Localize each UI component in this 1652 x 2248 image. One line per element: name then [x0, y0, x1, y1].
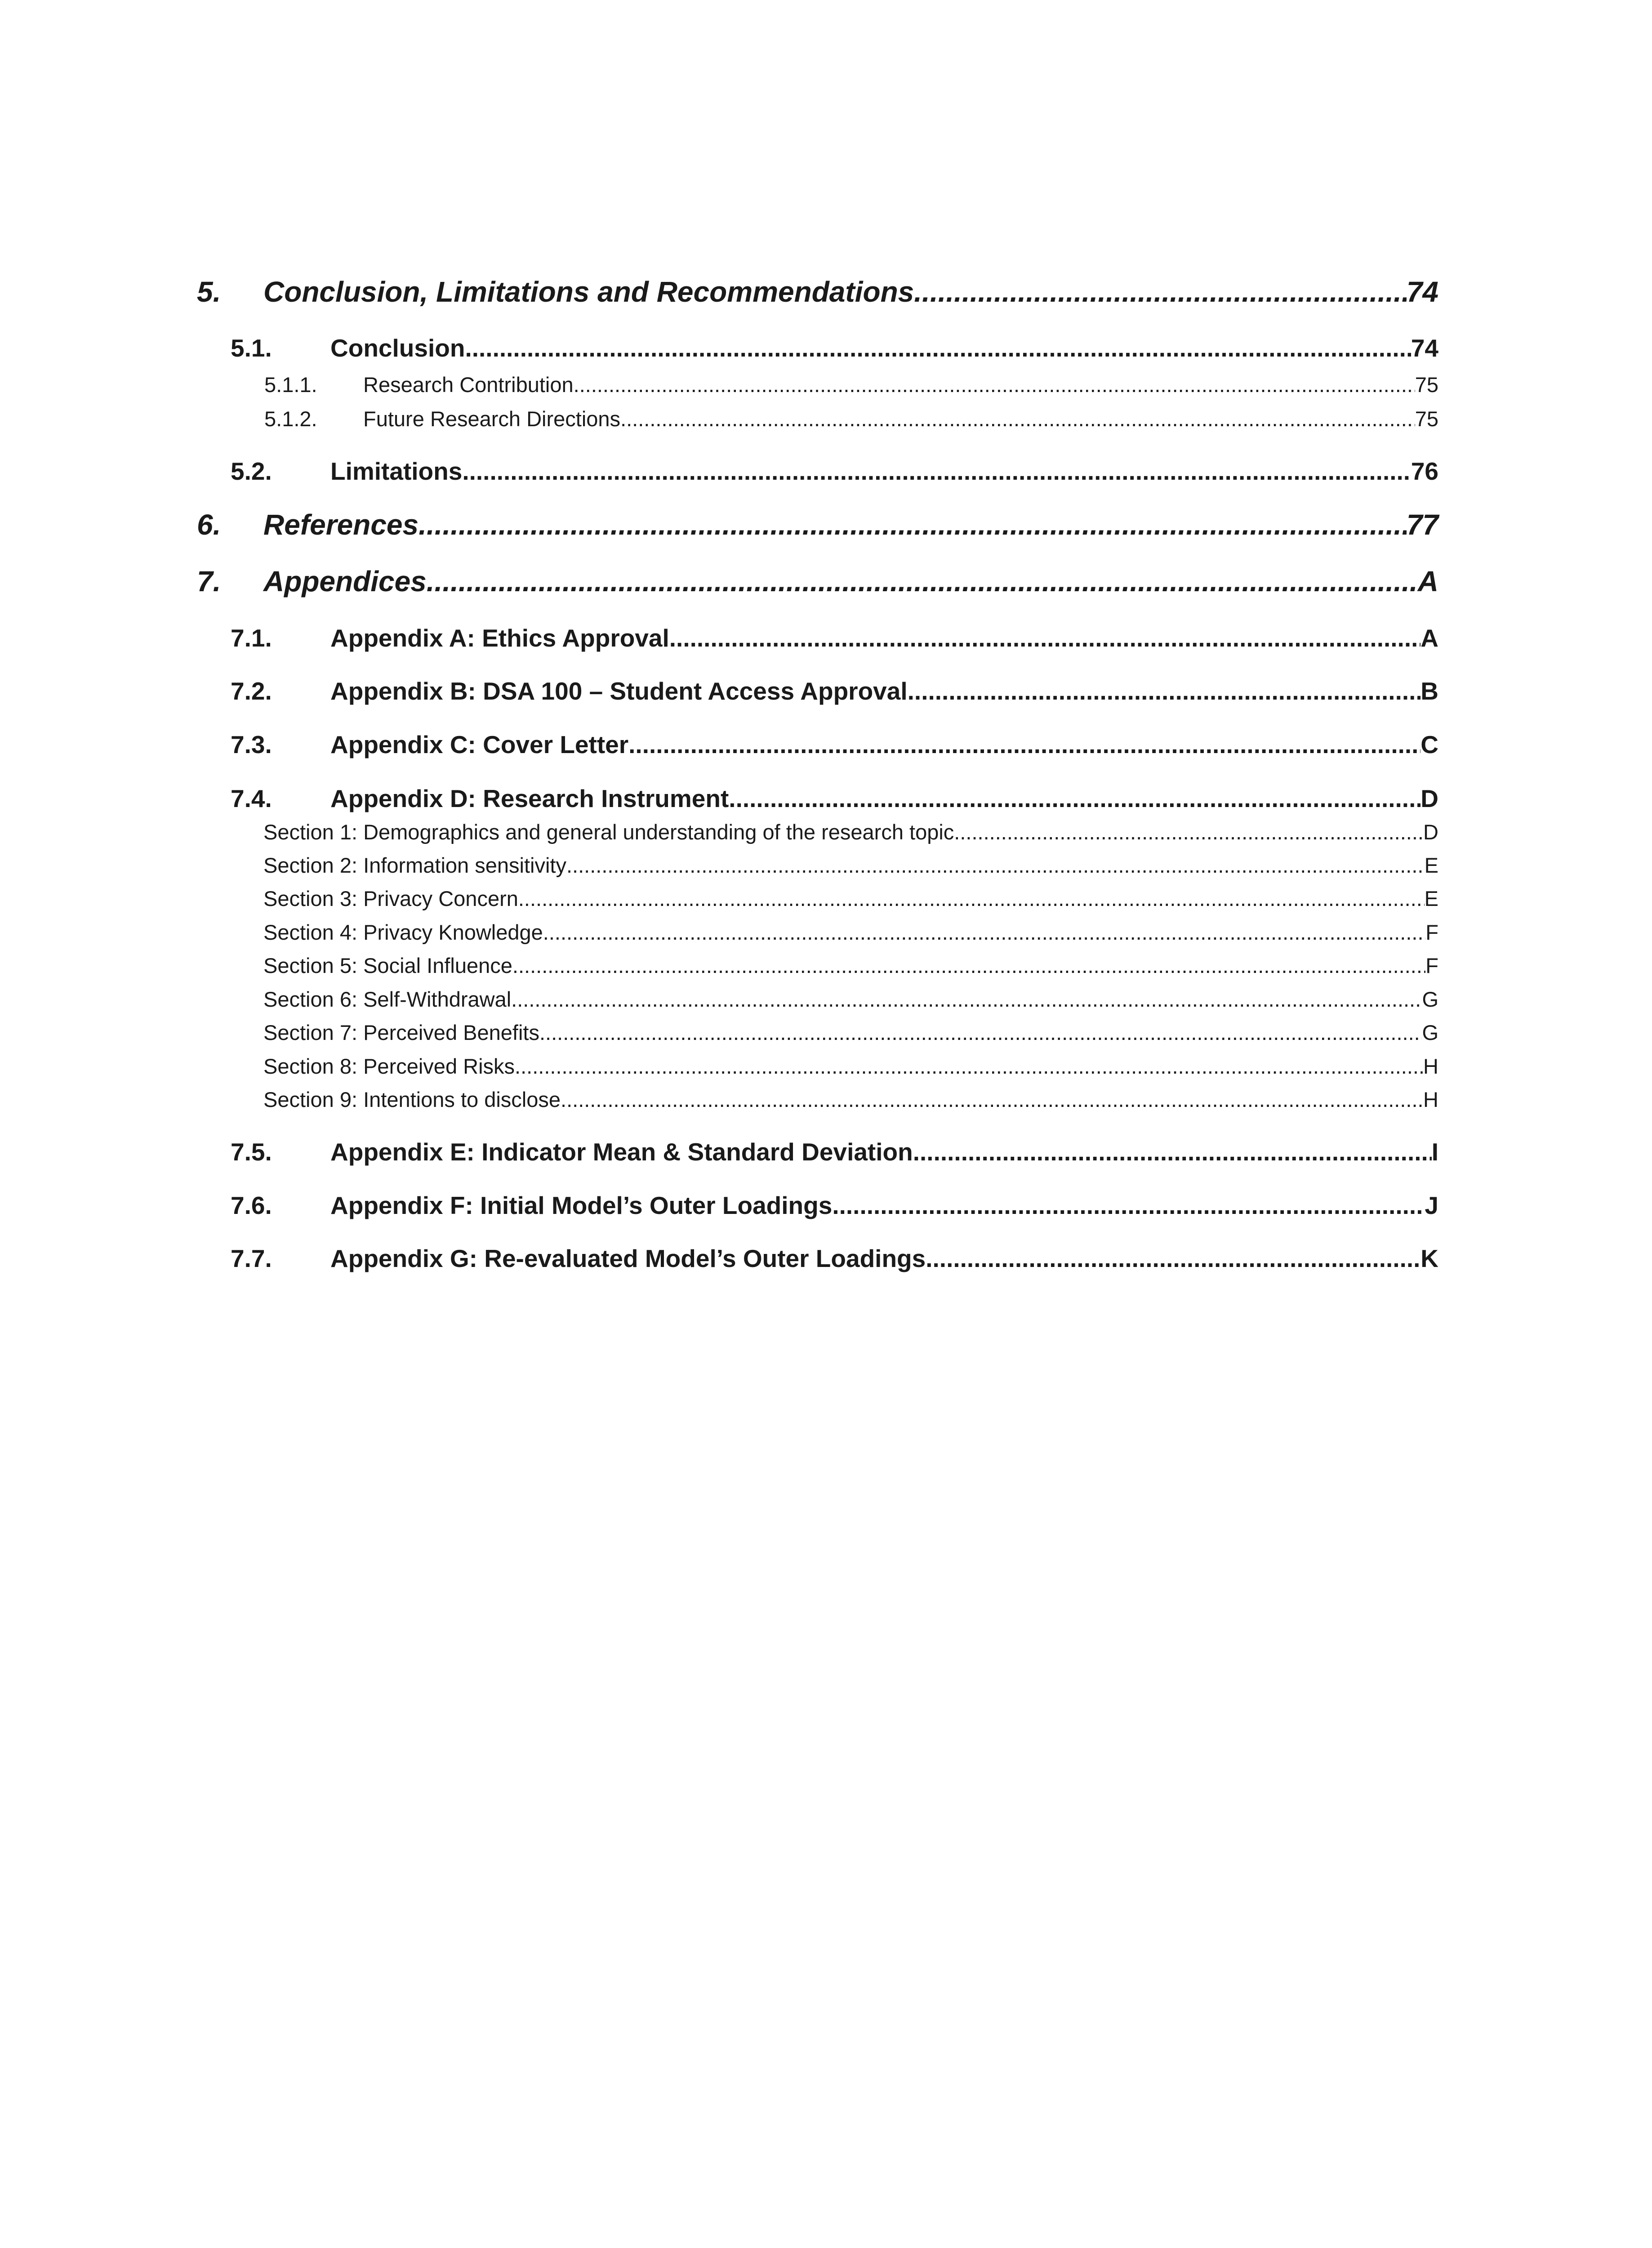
toc-entry-page: F — [1425, 920, 1438, 944]
toc-entry-number: 7. — [197, 565, 221, 598]
toc-entry-title: Future Research Directions — [363, 407, 621, 431]
dot-leader — [620, 406, 1415, 431]
toc-entry-title: Conclusion, Limitations and Recommendations — [263, 276, 914, 308]
toc-entry-section-7-6[interactable] — [197, 1191, 1438, 1220]
toc-entry-subsection-5-1-2[interactable] — [197, 406, 1438, 431]
toc-entry-instrument-section-2[interactable] — [197, 853, 1438, 878]
dot-leader — [832, 1191, 1425, 1220]
toc-entry-title: Appendix F: Initial Model’s Outer Loadings — [330, 1191, 833, 1219]
toc-entry-page: H — [1423, 1054, 1438, 1078]
toc-entry-section-7-7[interactable] — [197, 1244, 1438, 1273]
toc-entry-instrument-section-4[interactable] — [197, 920, 1438, 945]
toc-entry-page: A — [1420, 624, 1438, 652]
toc-entry-section-5-1[interactable] — [197, 334, 1438, 362]
toc-entry-subsection-5-1-1[interactable] — [197, 372, 1438, 397]
toc-entry-title: Appendix B: DSA 100 – Student Access Approval — [330, 677, 908, 705]
toc-entry-title: Appendix C: Cover Letter — [330, 731, 629, 758]
toc-entry-page: B — [1420, 677, 1438, 705]
toc-entry-instrument-section-7[interactable] — [197, 1020, 1438, 1045]
toc-entry-page: 74 — [1406, 276, 1438, 308]
toc-entry-section-7-5[interactable] — [197, 1137, 1438, 1166]
toc-entry-instrument-section-9[interactable] — [197, 1087, 1438, 1112]
toc-entry-title: Section 9: Intentions to disclose — [263, 1088, 561, 1111]
toc-entry-number: 7.5. — [231, 1138, 272, 1166]
toc-entry-number: 7.7. — [231, 1244, 272, 1272]
dot-leader — [515, 1054, 1423, 1079]
toc-entry-page: D — [1420, 785, 1438, 812]
toc-entry-page: 75 — [1415, 373, 1438, 397]
dot-leader — [518, 886, 1425, 911]
dot-leader — [419, 508, 1407, 541]
toc-entry-title: Limitations — [330, 457, 463, 485]
toc-entry-instrument-section-1[interactable] — [197, 820, 1438, 844]
dot-leader — [954, 820, 1423, 844]
toc-entry-number: 5.1. — [231, 334, 272, 362]
toc-entry-section-5-2[interactable] — [197, 457, 1438, 486]
toc-entry-number: 5.2. — [231, 457, 272, 485]
toc-entry-title: Section 1: Demographics and general understanding of the research topic — [263, 820, 954, 844]
toc-entry-page: I — [1431, 1138, 1438, 1166]
toc-entry-number: 5.1.2. — [264, 407, 317, 431]
toc-entry-title: Section 3: Privacy Concern — [263, 887, 518, 910]
toc-entry-number: 7.2. — [231, 677, 272, 705]
toc-entry-number: 6. — [197, 508, 221, 541]
toc-entry-title: Section 4: Privacy Knowledge — [263, 920, 543, 944]
dot-leader — [628, 730, 1420, 759]
dot-leader — [465, 334, 1411, 362]
dot-leader — [539, 1020, 1422, 1045]
dot-leader — [574, 372, 1415, 397]
toc-entry-section-7-2[interactable] — [197, 677, 1438, 705]
dot-leader — [669, 624, 1420, 652]
toc-entry-page: K — [1420, 1244, 1438, 1272]
toc-entry-instrument-section-3[interactable] — [197, 886, 1438, 911]
dot-leader — [512, 953, 1425, 978]
toc-entry-instrument-section-8[interactable] — [197, 1054, 1438, 1079]
toc-entry-number: 7.1. — [231, 624, 272, 652]
toc-entry-page: E — [1424, 853, 1438, 877]
dot-leader — [729, 784, 1420, 813]
toc-entry-page: 74 — [1411, 334, 1438, 362]
toc-entry-page: F — [1425, 954, 1438, 977]
toc-entry-title: Section 8: Perceived Risks — [263, 1054, 515, 1078]
dot-leader — [561, 1087, 1423, 1112]
toc-entry-title: Conclusion — [330, 334, 465, 362]
dot-leader — [908, 677, 1421, 705]
toc-entry-number: 5.1.1. — [264, 373, 317, 397]
toc-entry-section-7-1[interactable] — [197, 624, 1438, 652]
toc-entry-page: E — [1424, 887, 1438, 910]
toc-entry-section-7-3[interactable] — [197, 730, 1438, 759]
toc-entry-page: C — [1420, 731, 1438, 758]
toc-entry-page: A — [1417, 565, 1438, 598]
dot-leader — [566, 853, 1425, 878]
dot-leader — [462, 457, 1411, 486]
toc-entry-title: Section 6: Self-Withdrawal — [263, 987, 512, 1011]
toc-entry-page: G — [1422, 987, 1438, 1011]
toc-entry-page: 75 — [1415, 407, 1438, 431]
toc-entry-title: Section 2: Information sensitivity — [263, 853, 566, 877]
toc-entry-chapter-7[interactable] — [197, 565, 1438, 598]
dot-leader — [914, 275, 1407, 308]
toc-entry-number: 7.4. — [231, 785, 272, 812]
toc-entry-number: 7.3. — [231, 731, 272, 758]
toc-entry-title: Appendix A: Ethics Approval — [330, 624, 669, 652]
toc-entry-page: J — [1425, 1191, 1438, 1219]
toc-entry-number: 5. — [197, 276, 221, 308]
dot-leader — [511, 987, 1422, 1012]
toc-entry-page: 76 — [1411, 457, 1438, 485]
toc-entry-section-7-4[interactable] — [197, 784, 1438, 813]
dot-leader — [543, 920, 1425, 945]
toc-entry-title: Appendix E: Indicator Mean & Standard Deviation — [330, 1138, 913, 1166]
toc-entry-title: Appendix D: Research Instrument — [330, 785, 729, 812]
toc-entry-title: Section 5: Social Influence — [263, 954, 512, 977]
toc-entry-instrument-section-6[interactable] — [197, 987, 1438, 1012]
toc-entry-page: 77 — [1406, 508, 1438, 541]
dot-leader — [427, 565, 1418, 598]
toc-entry-title: References — [263, 508, 419, 541]
toc-entry-page: D — [1423, 820, 1438, 844]
toc-entry-page: G — [1422, 1021, 1438, 1044]
toc-entry-title: Appendices — [263, 565, 427, 598]
dot-leader — [926, 1244, 1420, 1273]
toc-entry-title: Section 7: Perceived Benefits — [263, 1021, 539, 1044]
dot-leader — [913, 1137, 1432, 1166]
toc-entry-instrument-section-5[interactable] — [197, 953, 1438, 978]
toc-entry-number: 7.6. — [231, 1191, 272, 1219]
toc-entry-title: Research Contribution — [363, 373, 574, 397]
toc-entry-page: H — [1423, 1088, 1438, 1111]
toc-entry-title: Appendix G: Re-evaluated Model’s Outer Loadings — [330, 1244, 926, 1272]
toc-entry-chapter-6[interactable] — [197, 508, 1438, 541]
toc-entry-chapter-5[interactable] — [197, 275, 1438, 308]
